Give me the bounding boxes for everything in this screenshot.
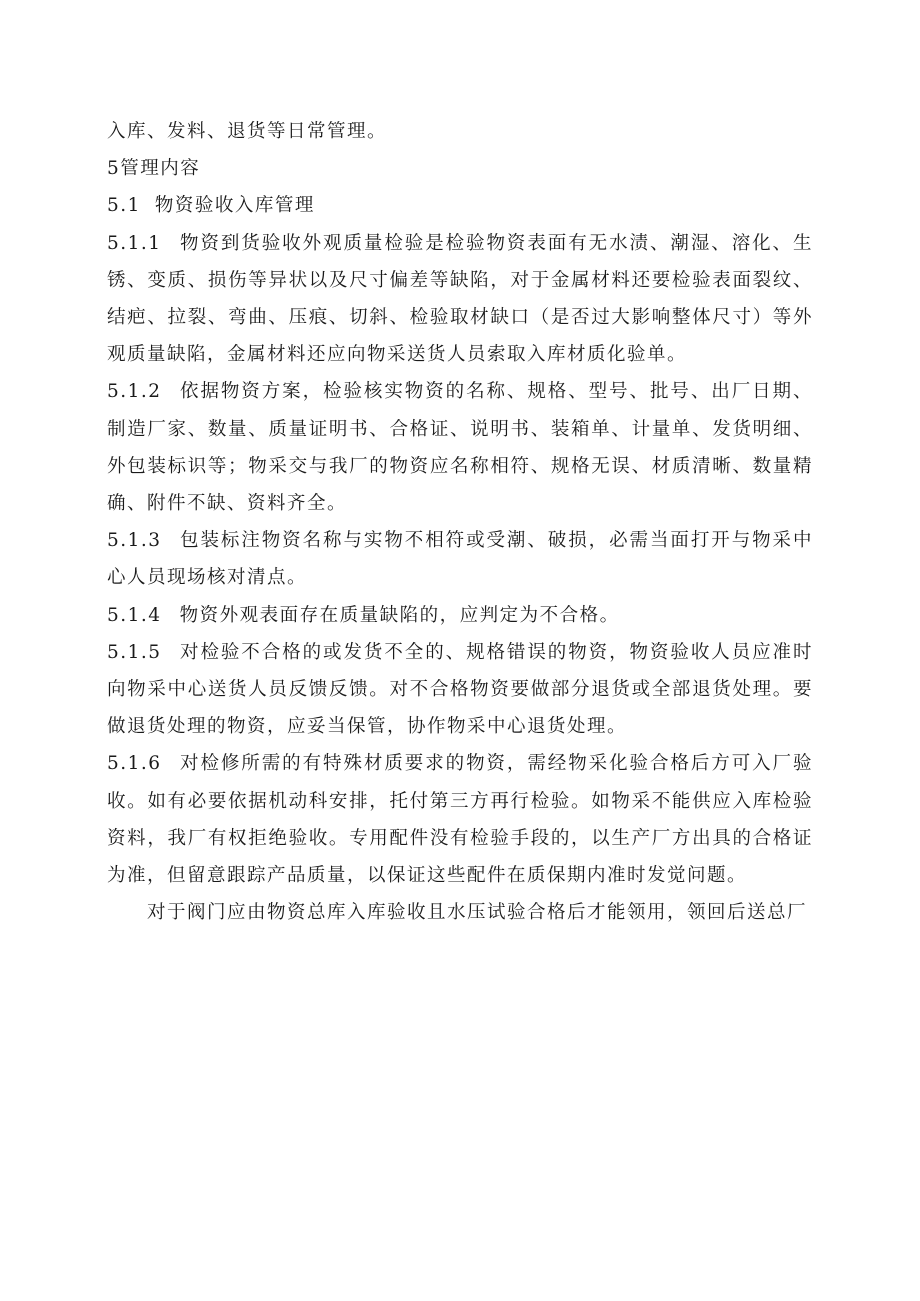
clause-number: 5.1.3 [107, 530, 162, 552]
clause-number: 5.1.1 [107, 232, 162, 254]
paragraph-text: 对于阀门应由物资总库入库验收且水压试验合格后才能领用，领回后送总厂 [147, 902, 808, 924]
heading-section-5 [107, 150, 813, 187]
heading-section-5-1 [107, 187, 813, 224]
section-heading-text: 5管理内容 [107, 158, 201, 180]
clause-number: 5.1.4 [107, 604, 162, 626]
section-heading-text: 物资验收入库管理 [154, 195, 315, 217]
clause-number: 5.1.2 [107, 381, 162, 403]
paragraph-text: 入库、发料、退货等日常管理。 [107, 121, 388, 142]
clause-5-1-2 [107, 373, 813, 522]
clause-text: 物资外观表面存在质量缺陷的，应判定为不合格。 [179, 604, 620, 626]
clause-number: 5.1.6 [107, 753, 162, 775]
document-body [107, 113, 813, 931]
clause-text: 依据物资方案，检验核实物资的名称、规格、型号、批号、出厂日期、制造厂家、数量、质量证明书、合格证、说明书、装箱单、计量单、发货明细、外包装标识等；物采交与我厂的物资应名称相符、规格无误、材质清晰、数量精确、附件不缺、资料齐全。 [107, 381, 813, 515]
clause-text: 包装标注物资名称与实物不相符或受潮、破损，必需当面打开与物采中心人员现场核对清点。 [107, 530, 813, 589]
clause-5-1-3 [107, 522, 813, 596]
clause-number: 5.1.5 [107, 641, 162, 663]
clause-text: 物资到货验收外观质量检验是检验物资表面有无水渍、潮湿、溶化、生锈、变质、损伤等异状以及尺寸偏差等缺陷，对于金属材料还要检验表面裂纹、结疤、拉裂、弯曲、压痕、切斜、检验取材缺口（是否过大影响整体尺寸）等外观质量缺陷，金属材料还应向物采送货人员索取入库材质化验单。 [107, 232, 813, 366]
clause-5-1-4 [107, 597, 813, 634]
clause-5-1-5 [107, 634, 813, 746]
paragraph-valve [107, 894, 813, 931]
clause-text: 对检修所需的有特殊材质要求的物资，需经物采化验合格后方可入厂验收。如有必要依据机动科安排，托付第三方再行检验。如物采不能供应入库检验资料，我厂有权拒绝验收。专用配件没有检验手段的，以生产厂方出具的合格证为准，但留意跟踪产品质量，以保证这些配件在质保期内准时发觉问题。 [107, 753, 813, 887]
paragraph-intro [107, 113, 813, 150]
clause-5-1-6 [107, 745, 813, 894]
clause-text: 对检验不合格的或发货不全的、规格错误的物资，物资验收人员应准时向物采中心送货人员反馈反馈。对不合格物资要做部分退货或全部退货处理。要做退货处理的物资，应妥当保管，协作物采中心退货处理。 [107, 641, 813, 738]
clause-5-1-1 [107, 225, 813, 374]
section-number: 5.1 [107, 195, 141, 217]
